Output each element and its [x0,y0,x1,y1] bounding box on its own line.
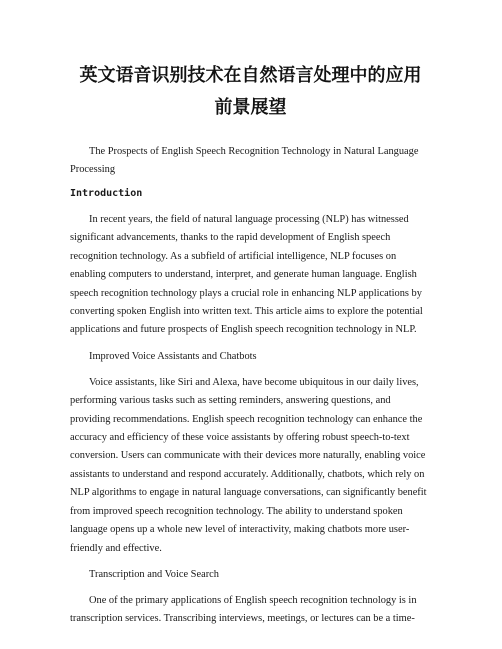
transcription-paragraph: One of the primary applications of English speech recognition technology is in transcription services. Transcribing interviews, meetings, or lectures can be a time- [70,594,417,625]
document-title [70,0,431,124]
english-subtitle: The Prospects of English Speech Recognition Technology in Natural Language Processing [70,146,419,175]
title-line-2: 前景展望 [214,97,287,118]
title-line-1: 英文语音识别技术在自然语言处理中的应用 [79,65,422,86]
intro-paragraph: In recent years, the field of natural language processing (NLP) has witnessed significant advancements, thanks to the rapid development of English speech recognition technology. As a subfield of artificial intelligence, NLP focuses on enabling computers to understand, interpret, and generate human language. English speech recognition technology plays a crucial role in enhancing NLP applications by converting spoken English into written text. This article aims to explore the potential applications and future prospects of English speech recognition technology in NLP. [70,214,423,336]
voice-assistants-paragraph: Voice assistants, like Siri and Alexa, have become ubiquitous in our daily lives, performing various tasks such as setting reminders, answering questions, and providing recommendations. English speech recognition technology can enhance the accuracy and efficiency of these voice assistants by offering robust speech-to-text conversion. Users can communicate with their devices more naturally, enabling voice assistants to understand and respond accurately. Additionally, chatbots, which rely on NLP algorithms to engage in natural language conversations, can significantly benefit from improved speech recognition technology. The ability to understand spoken language opens up a whole new level of interactivity, making chatbots more user-friendly and effective. [70,376,427,554]
section-heading-introduction: Introduction [70,188,143,199]
section-heading-voice-assistants: Improved Voice Assistants and Chatbots [89,350,257,362]
section-heading-transcription: Transcription and Voice Search [89,568,219,580]
